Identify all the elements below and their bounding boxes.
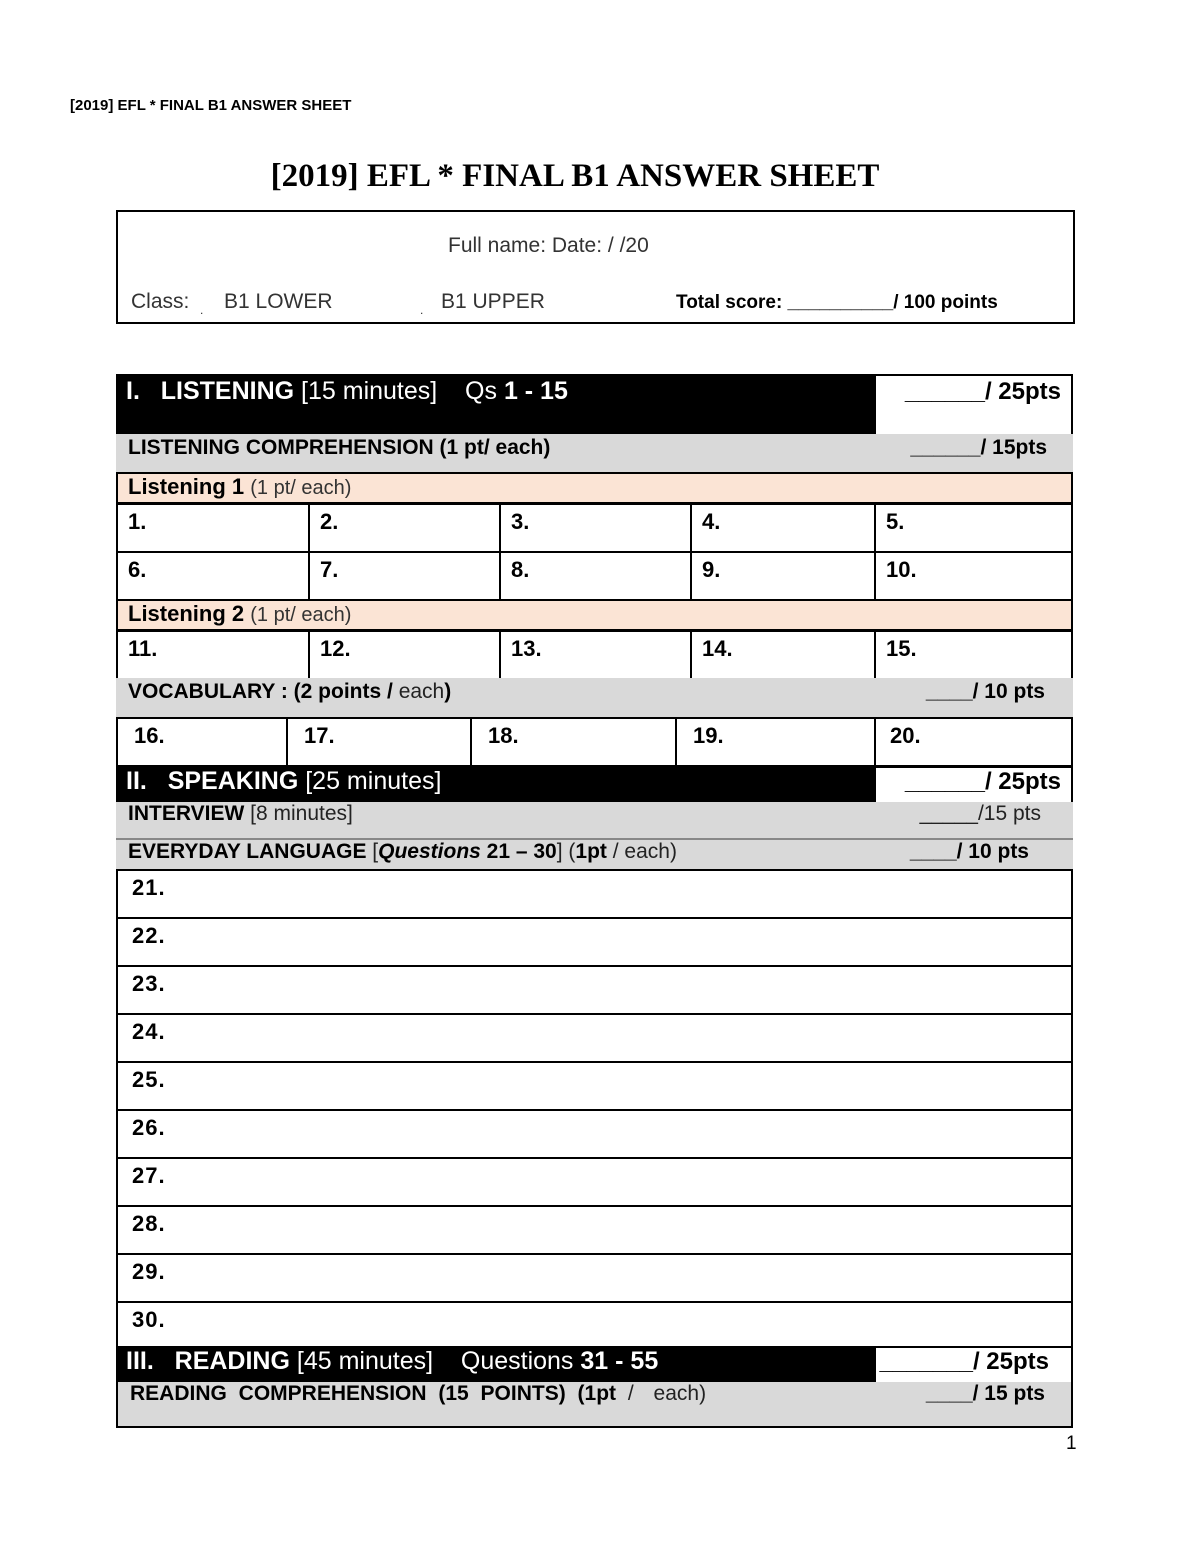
answer-cell[interactable]: 11. <box>118 632 310 678</box>
vocabulary-bar <box>116 678 1073 718</box>
section-roman: II. <box>126 767 147 795</box>
page-title: [2019] EFL * FINAL B1 ANSWER SHEET <box>270 158 880 194</box>
answer-cell[interactable]: 16. <box>118 719 288 765</box>
answer-line[interactable]: 21. <box>116 871 1073 919</box>
section-duration: [45 minutes] <box>296 1347 434 1375</box>
answer-cell[interactable]: 8. <box>501 553 692 599</box>
vocabulary-score[interactable]: ____/ 10 pts <box>925 680 1045 703</box>
listening-2-bar <box>116 599 1073 631</box>
section-qs-range: 1 - 15 <box>503 377 568 405</box>
answer-line[interactable]: 23. <box>116 967 1073 1015</box>
answer-row <box>116 503 1073 553</box>
section-name: LISTENING <box>160 377 295 405</box>
section-qs-range: 31 - 55 <box>580 1347 659 1375</box>
student-info-box <box>116 210 1075 324</box>
section-duration: [25 minutes] <box>305 767 442 795</box>
answer-cell[interactable]: 10. <box>886 557 917 582</box>
answer-row <box>116 630 1073 680</box>
interview-score[interactable]: _____/15 pts <box>919 802 1041 825</box>
listening-1-label: Listening 1 <box>128 474 245 499</box>
answer-cell[interactable]: 2. <box>310 505 501 551</box>
class-option-b1-lower[interactable]: B1 LOWER <box>224 290 333 313</box>
speaking-section-header <box>116 766 876 802</box>
answer-cell[interactable]: 19. <box>677 719 876 765</box>
answer-line[interactable]: 28. <box>116 1207 1073 1255</box>
listening-comprehension-label: LISTENING COMPREHENSION (1 pt/ each) <box>128 436 551 459</box>
interview-duration: [8 minutes] <box>250 802 353 825</box>
interview-label: INTERVIEW <box>128 802 245 825</box>
answer-line[interactable]: 29. <box>116 1255 1073 1303</box>
section-roman: III. <box>126 1347 154 1375</box>
answer-line[interactable]: 30. <box>116 1303 1073 1351</box>
fullname-date-field[interactable]: Full name: Date: / /20 <box>448 234 649 257</box>
speaking-score-field[interactable]: ______/ 25pts <box>874 766 1073 804</box>
reading-comprehension-bar <box>116 1382 1073 1428</box>
vocabulary-label-close: ) <box>444 680 452 703</box>
reading-comprehension-score[interactable]: ____/ 15 pts <box>925 1382 1045 1405</box>
reading-comprehension-each: / each) <box>627 1382 707 1405</box>
answer-row <box>116 717 1073 767</box>
section-name: SPEAKING <box>167 767 299 795</box>
answer-cell[interactable]: 7. <box>310 553 501 599</box>
reading-score-field[interactable]: _______/ 25pts <box>874 1346 1073 1384</box>
everyday-label: EVERYDAY LANGUAGE <box>128 840 367 863</box>
listening-1-note: (1 pt/ each) <box>250 477 352 499</box>
everyday-range: 21 – 30 <box>486 840 557 863</box>
answer-line[interactable]: 26. <box>116 1111 1073 1159</box>
answer-cell[interactable]: 13. <box>501 632 692 678</box>
class-label: Class: <box>131 290 190 313</box>
section-name: READING <box>174 1347 290 1375</box>
listening-section-header <box>116 374 876 434</box>
answer-cell[interactable]: 15. <box>886 636 917 661</box>
answer-line[interactable]: 27. <box>116 1159 1073 1207</box>
page-number: 1 <box>1066 1433 1077 1454</box>
reading-section-header <box>116 1346 876 1382</box>
section-duration: [15 minutes] <box>301 377 438 405</box>
listening-comprehension-score[interactable]: ______/ 15pts <box>910 436 1047 459</box>
running-header: [2019] EFL * FINAL B1 ANSWER SHEET <box>70 97 352 114</box>
everyday-bracket-open: [ <box>372 840 379 863</box>
everyday-language-bar <box>116 838 1073 870</box>
class-option-b1-upper[interactable]: B1 UPPER <box>441 290 545 313</box>
answer-cell[interactable]: 6. <box>118 553 310 599</box>
answer-cell[interactable]: 14. <box>692 632 876 678</box>
answer-cell[interactable]: 3. <box>501 505 692 551</box>
answer-cell[interactable]: 5. <box>886 509 905 534</box>
section-questions: Questions <box>460 1347 574 1375</box>
answer-cell[interactable]: 18. <box>472 719 677 765</box>
section-roman: I. <box>126 377 140 405</box>
answer-line[interactable]: 25. <box>116 1063 1073 1111</box>
everyday-bracket-close: ] ( <box>556 840 576 863</box>
total-score-field[interactable]: Total score: __________/ 100 points <box>676 292 998 313</box>
everyday-answer-lines <box>116 869 1073 1351</box>
answer-cell[interactable]: 20. <box>890 723 921 748</box>
listening-score-field[interactable]: ______/ 25pts <box>874 374 1073 436</box>
everyday-score[interactable]: ____/ 10 pts <box>909 840 1029 863</box>
everyday-pts: 1pt <box>575 840 607 863</box>
answer-cell[interactable]: 4. <box>692 505 876 551</box>
answer-row <box>116 551 1073 601</box>
listening-comprehension-bar <box>116 434 1073 472</box>
vocabulary-label-each: each <box>398 680 445 703</box>
answer-line[interactable]: 24. <box>116 1015 1073 1063</box>
answer-line[interactable]: 22. <box>116 919 1073 967</box>
listening-1-bar <box>116 472 1073 504</box>
everyday-questions-word: Questions <box>378 840 481 863</box>
class-option-marker[interactable]: . <box>200 303 204 317</box>
section-qs-prefix: Qs <box>465 377 497 405</box>
listening-2-label: Listening 2 <box>128 601 245 626</box>
class-option-marker[interactable]: . <box>420 303 424 317</box>
answer-cell[interactable]: 1. <box>118 505 310 551</box>
answer-cell[interactable]: 17. <box>288 719 472 765</box>
listening-2-note: (1 pt/ each) <box>250 604 352 626</box>
everyday-each: / each) <box>612 840 677 863</box>
answer-cell[interactable]: 9. <box>692 553 876 599</box>
interview-bar <box>116 802 1073 838</box>
vocabulary-label: VOCABULARY : (2 points / <box>128 680 393 703</box>
answer-cell[interactable]: 12. <box>310 632 501 678</box>
reading-comprehension-label: READING COMPREHENSION (15 POINTS) (1pt <box>130 1382 617 1405</box>
